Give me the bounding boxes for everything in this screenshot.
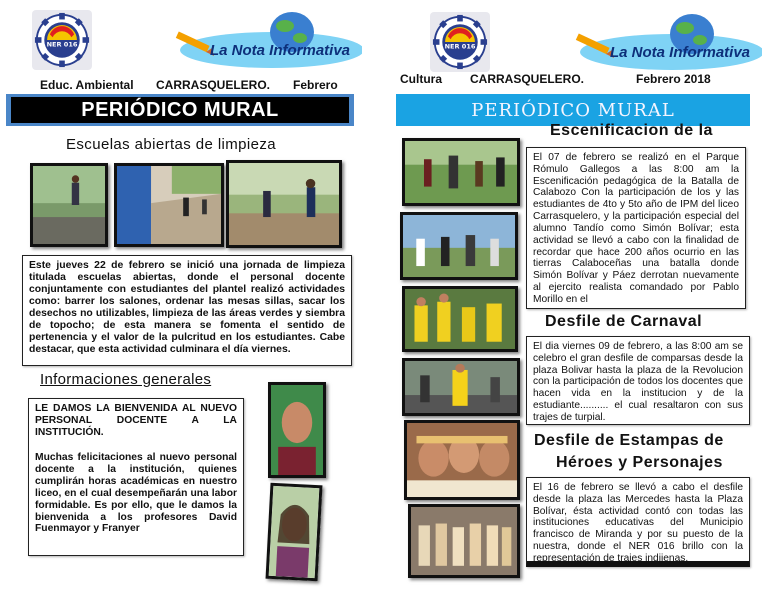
welcome-text: Muchas felicitaciones al nuevo personal docente a la institución, quienes cumplirán horas académicas en nuestro liceo, en el cual desempeñarán una labor formidable. Es por ello, que le damos la bienvenida a los profesores David Fuenmayor y Franyer [35, 451, 237, 535]
battle-article: El 07 de febrero se realizó en el Parque Rómulo Gallegos a las 8:00 am la Escenificación pedagógica de la Batalla de Calabozo Con la participación de los y las estudiantes de 4to y 5to año de IPM del liceo Carrasquelero, y la participación especial del alumno Tandío como Simón Bolívar; esta actividad se llevó a cabo con la finalidad de recordar que hace 200 años ocurrio en las tierras Calaboceñas una batalla donde Simón Bolívar y Páez derrotan nuevamente al ejercito realista comandado por Pablo Morillo en el [526, 147, 746, 309]
meta-month: Febrero 2018 [636, 72, 711, 86]
cleanup-article: Este jueves 22 de febrero se inició una jornada de limpieza titulada escuelas abiertas, donde el personal docente conjuntamente con estudiantes del plantel realizó actividades como: barrer los salones, ordenar las mesas sillas, sacar los desechos no utilizables, limpieza de las áreas verdes y siembra de topocho; de esta manera se fomenta el sentido de pertenencia y el valor de la pulcritud en los estudiantes. Cabe destacar, que esta actividad culminara el día viernes. [22, 255, 352, 366]
banner [6, 94, 354, 126]
article-title-heroes-line2: Héroes y Personajes [556, 454, 723, 471]
svg-text:NER 016: NER 016 [46, 40, 78, 49]
brand-logo [572, 10, 762, 76]
article-title-carnival: Desfile de Carnaval [545, 313, 703, 330]
banner-title: PERIÓDICO MURAL [11, 97, 349, 123]
photo-carnival-2 [402, 358, 520, 416]
photo-teacher-male [268, 382, 326, 478]
photo-heroes-1 [404, 420, 520, 500]
photo-yard [226, 160, 342, 248]
brand-logo [172, 8, 362, 74]
section-title-general: Informaciones generales [40, 371, 212, 388]
photo-heroes-2 [408, 504, 520, 578]
banner: PERIÓDICO MURAL [396, 94, 750, 126]
photo-classroom [30, 163, 108, 247]
right-page [384, 0, 768, 594]
svg-text:NER 016: NER 016 [444, 42, 476, 51]
section-title-cleanup: Escuelas abiertas de limpieza [66, 136, 277, 153]
meta-school: CARRASQUELERO. [470, 72, 585, 86]
brand-swoosh-icon [572, 10, 762, 76]
photo-battle-1 [402, 138, 520, 206]
welcome-box [28, 398, 244, 556]
brand-title: La Nota Informativa [210, 42, 351, 59]
carnival-article: El dia viernes 09 de febrero, a las 8:00 am se celebro el gran desfile de comparsas desde la plaza Bolivar hasta la plaza de la Revolucion con la participación de todos los docentes que hacen vida en la institucion y de la estudiante.......... el cual resaltaron con sus trajes de turpial. [526, 336, 750, 425]
meta-subject: Educ. Ambiental [40, 78, 134, 92]
photo-carnival-1 [402, 286, 518, 352]
school-logo-icon [32, 10, 92, 70]
welcome-heading: LE DAMOS LA BIENVENIDA AL NUEVO PERSONAL DOCENTE A LA INSTITUCIÓN. [35, 403, 237, 438]
photo-battle-2 [400, 212, 518, 280]
photo-teacher-female [266, 483, 323, 582]
meta-school: CARRASQUELERO. [156, 78, 271, 92]
article-title-battle: Escenificacion de la [550, 122, 713, 139]
brand-title: La Nota Informativa [610, 44, 751, 61]
school-logo-icon [430, 12, 490, 72]
brand-swoosh-icon [172, 8, 362, 74]
meta-month: Febrero [293, 78, 338, 92]
photo-hallway [114, 163, 224, 247]
article-title-heroes-line1: Desfile de Estampas de [534, 432, 724, 449]
meta-subject: Cultura [400, 72, 442, 86]
heroes-article: El 16 de febrero se llevó a cabo el desfile desde la plaza las Mercedes hasta la Plaza Bolívar, ésta actividad contó con todas las instituciones educativas del Municipio francisco de Miranda y por su puesto de la nuestra, donde el NER 016 brillo con la representación de trajes indijenas. [526, 477, 750, 567]
